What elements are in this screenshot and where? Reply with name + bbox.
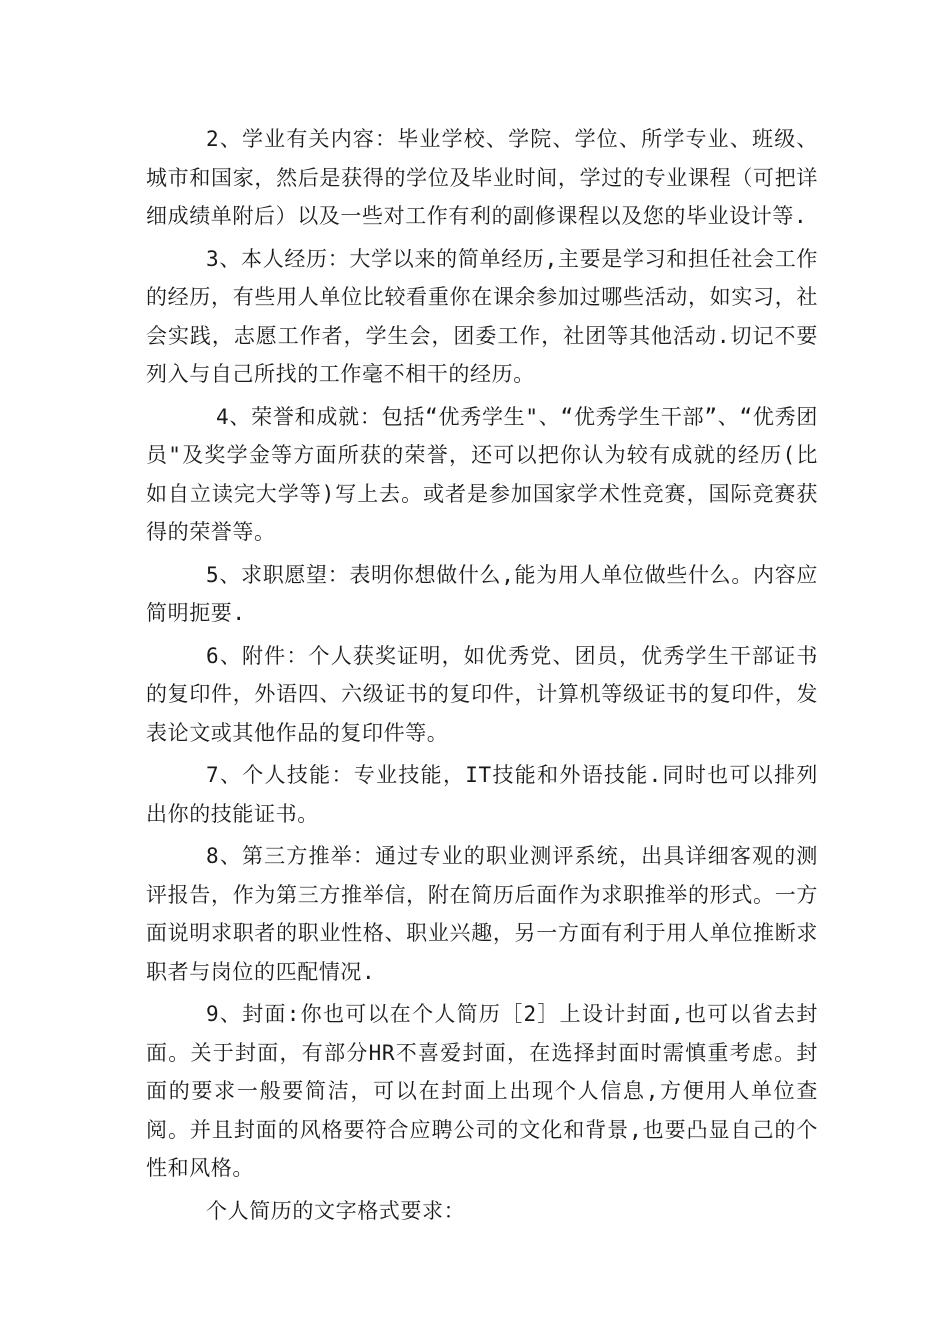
- paragraph-honors: 4、荣誉和成就：包括“优秀学生"、“优秀学生干部”、“优秀团员"及奖学金等方面所获的荣誉，还可以把你认为较有成就的经历(比如自立读完大学等)写上去。或者是参加国家学术性竞赛，国际竞赛获得的荣誉等。: [146, 404, 818, 544]
- paragraph-format-heading: 个人简历的文字格式要求：: [206, 1198, 466, 1223]
- paragraph-academic: 2、学业有关内容：毕业学校、学院、学位、所学专业、班级、城市和国家，然后是获得的学位及毕业时间，学过的专业课程（可把详细成绩单附后）以及一些对工作有利的副修课程以及您的毕业设计等.: [146, 127, 818, 228]
- paragraph-third-party: 8、第三方推举：通过专业的职业测评系统，出具详细客观的测评报告，作为第三方推举信，附在简历后面作为求职推举的形式。一方面说明求职者的职业性格、职业兴趣，另一方面有利于用人单位推断求职者与岗位的匹配情况.: [146, 844, 818, 984]
- paragraph-attachments: 6、附件：个人获奖证明，如优秀党、团员，优秀学生干部证书的复印件，外语四、六级证书的复印件，计算机等级证书的复印件，发表论文或其他作品的复印件等。: [146, 643, 818, 745]
- paragraph-cover: 9、封面:你也可以在个人简历［2］上设计封面,也可以省去封面。关于封面，有部分HR不喜爱封面，在选择封面时需慎重考虑。封面的要求一般要简洁，可以在封面上出现个人信息,方便用人单位查阅。并且封面的风格要符合应聘公司的文化和背景,也要凸显自己的个性和风格。: [146, 1002, 818, 1180]
- document-body: [146, 120, 818, 1234]
- paragraph-skills: 7、个人技能：专业技能，IT技能和外语技能.同时也可以排列出你的技能证书。: [146, 763, 818, 826]
- paragraph-job-wish: 5、求职愿望：表明你想做什么,能为用人单位做些什么。内容应简明扼要.: [146, 562, 818, 625]
- paragraph-experience: 3、本人经历：大学以来的简单经历,主要是学习和担任社会工作的经历，有些用人单位比较看重你在课余参加过哪些活动，如实习，社会实践，志愿工作者，学生会，团委工作，社团等其他活动.切记不要列入与自己所找的工作毫不相干的经历。: [146, 246, 818, 386]
